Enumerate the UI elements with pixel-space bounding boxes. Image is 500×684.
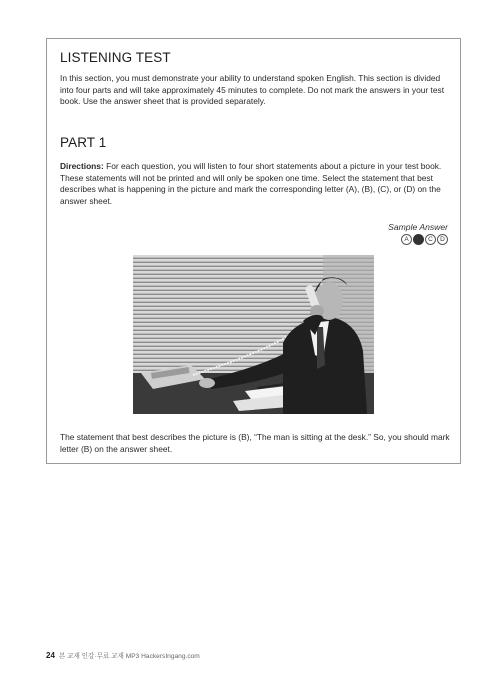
man-on-phone-photo xyxy=(133,255,374,414)
part-directions xyxy=(60,161,450,207)
answer-bubble-d: D xyxy=(437,234,448,245)
footer-text: 본 교재 인강·무료 교재 MP3 HackersIngang.com xyxy=(58,653,200,660)
page-footer xyxy=(46,650,200,660)
answer-explanation: The statement that best describes the picture is (B), “The man is sitting at the desk.” So, you should mark letter (B) on the answer sheet. xyxy=(60,432,450,454)
sample-answer xyxy=(388,222,448,245)
directions-text: For each question, you will listen to four short statements about a picture in your test book. These statements will not be printed and will only be spoken one time. Select the statement that best describes what is happening in the picture and mark the corresponding letter (A), (B), (C), or (D) on the answer sheet. xyxy=(60,161,442,206)
sample-answer-label: Sample Answer xyxy=(388,222,448,232)
page-number: 24 xyxy=(46,651,55,660)
answer-bubble-a: A xyxy=(401,234,412,245)
directions-label: Directions: xyxy=(60,161,104,171)
section-title: LISTENING TEST xyxy=(60,50,171,65)
section-intro: In this section, you must demonstrate your ability to understand spoken English. This section is divided into four parts and will take approximately 45 minutes to complete. Do not mark the answers in your test book. Use the answer sheet that is provided separately. xyxy=(60,73,445,107)
answer-bubbles xyxy=(388,234,448,245)
photo-illustration xyxy=(133,255,374,414)
answer-bubble-b: B xyxy=(413,234,424,245)
part-title: PART 1 xyxy=(60,135,107,150)
answer-bubble-c: C xyxy=(425,234,436,245)
content-box xyxy=(46,38,461,464)
